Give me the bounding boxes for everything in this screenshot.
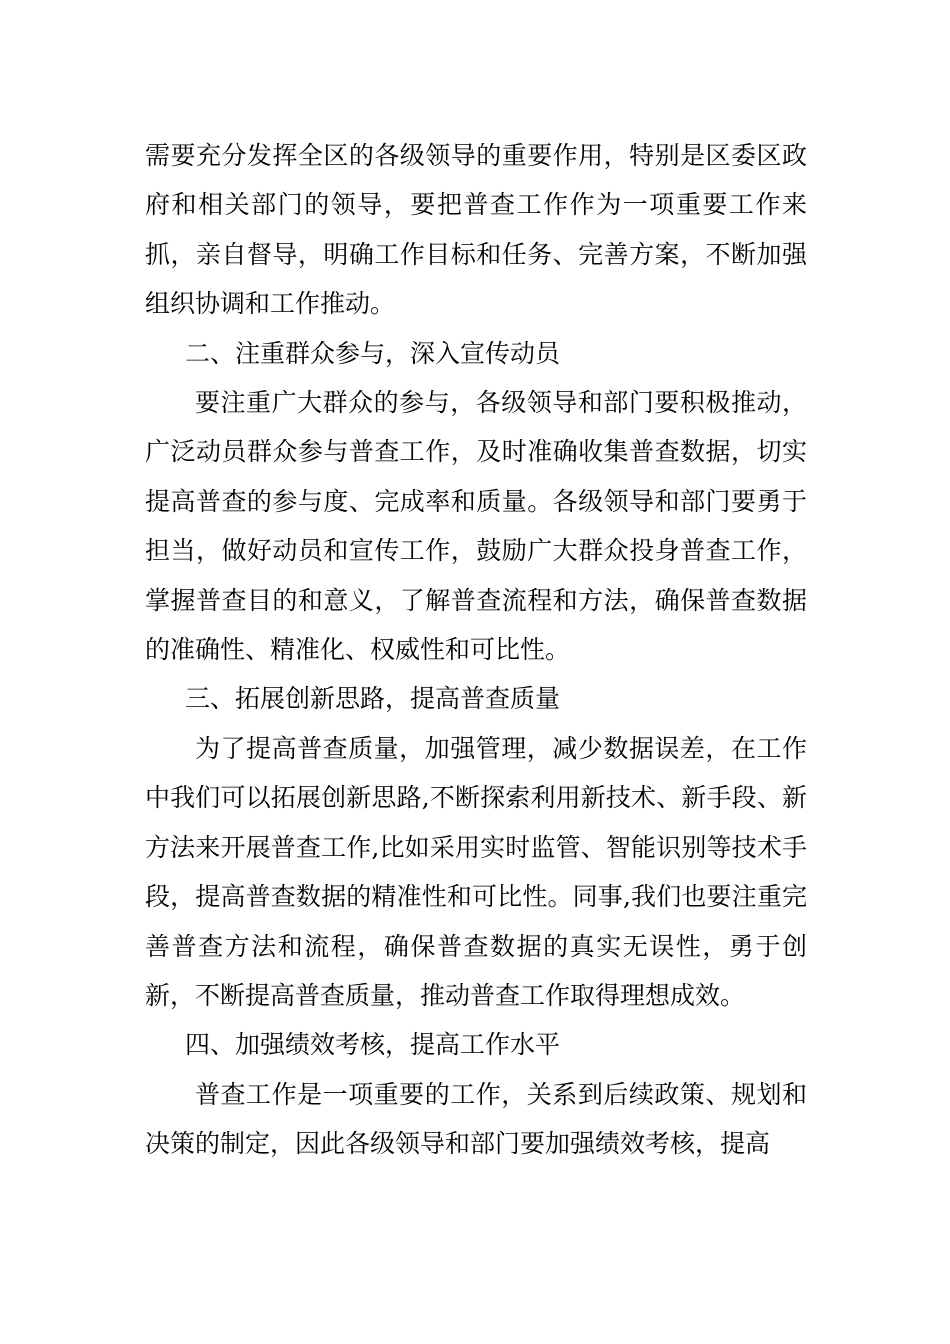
- document-body: [145, 131, 807, 1169]
- section-heading-3: 三、拓展创新思路，提高普查质量: [185, 684, 561, 714]
- paragraph-performance: 普查工作是一项重要的工作，关系到后续政策、规划和决策的制定，因此各级领导和部门要加强绩效考核，提高: [145, 1079, 807, 1159]
- paragraph-leadership: 需要充分发挥全区的各级领导的重要作用，特别是区委区政府和相关部门的领导，要把普查工作作为一项重要工作来抓，亲自督导，明确工作目标和任务、完善方案，不断加强组织协调和工作推动。: [145, 141, 807, 319]
- paragraph-public-participation: 要注重广大群众的参与，各级领导和部门要积极推动，广泛动员群众参与普查工作，及时准确收集普查数据，切实提高普查的参与度、完成率和质量。各级领导和部门要勇于担当，做好动员和宣传工作，鼓励广大群众投身普查工作，掌握普查目的和意义，了解普查流程和方法，确保普查数据的准确性、精准化、权威性和可比性。: [145, 388, 807, 665]
- paragraph-innovation: 为了提高普查质量，加强管理，减少数据误差，在工作中我们可以拓展创新思路,不断探索利用新技术、新手段、新方法来开展普查工作,比如采用实时监管、智能识别等技术手段，提高普查数据的精准性和可比性。同事,我们也要注重完善普查方法和流程，确保普查数据的真实无误性，勇于创新，不断提高普查质量，推动普查工作取得理想成效。: [145, 733, 807, 1010]
- section-heading-2: 二、注重群众参与，深入宣传动员: [185, 338, 561, 368]
- section-heading-4: 四、加强绩效考核，提高工作水平: [185, 1030, 561, 1060]
